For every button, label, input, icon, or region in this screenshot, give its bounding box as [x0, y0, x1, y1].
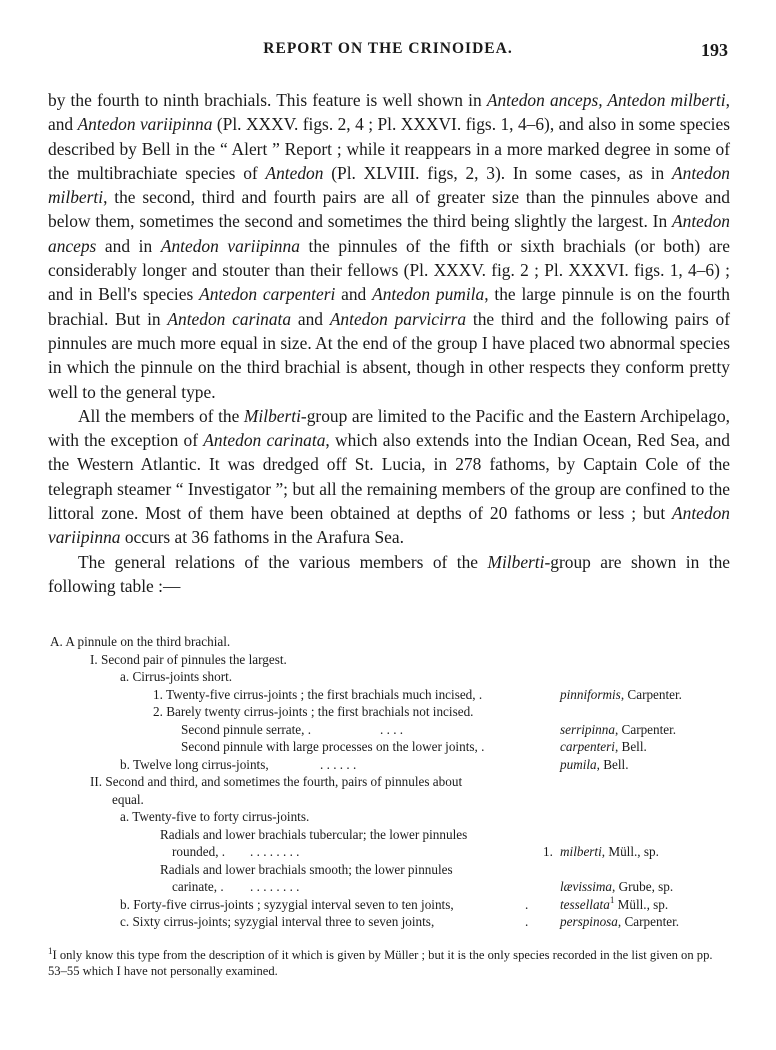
row-text: equal.	[112, 791, 144, 807]
species-name: milberti, Müll., sp.	[560, 844, 659, 859]
row-text: 1. Twenty-five cirrus-joints ; the first brachials much incised, .	[153, 686, 483, 702]
table-row	[50, 913, 730, 931]
row-text: II. Second and third, and sometimes the fourth, pairs of pinnules about	[90, 774, 463, 789]
running-title: REPORT ON THE CRINOIDEA.	[263, 40, 513, 57]
table-row	[50, 843, 730, 861]
row-text: a. Cirrus-joints short.	[120, 669, 233, 684]
italic-term: Milberti	[243, 405, 301, 426]
row-text: carinate, .	[172, 879, 224, 894]
table-row	[50, 878, 730, 896]
row-text: b. Twelve long cirrus-joints,	[120, 756, 269, 772]
row-text: A. A pinnule on the third brachial.	[50, 634, 231, 649]
table-row	[50, 861, 730, 879]
table-row	[50, 738, 730, 756]
species-name: serripinna, Carpenter.	[560, 721, 677, 737]
table-row	[50, 703, 730, 721]
leader-dots: .	[525, 896, 529, 912]
table-row	[50, 651, 730, 669]
italic-term: Antedon carinata	[203, 430, 326, 451]
species-name: pinniformis, Carpenter.	[560, 686, 682, 702]
row-text: c. Sixty cirrus-joints; syzygial interval three to seven joints,	[120, 914, 435, 929]
row-text: Second pinnule serrate, .	[181, 721, 312, 737]
footnote	[48, 947, 730, 979]
row-text: rounded, .	[172, 844, 226, 859]
italic-term: Antedon variipinna	[77, 114, 213, 135]
table-row	[50, 791, 730, 809]
page-number: 193	[701, 40, 728, 60]
table-row	[50, 773, 730, 791]
running-header	[0, 40, 776, 64]
row-text: I. Second pair of pinnules the largest.	[90, 651, 287, 667]
table-row	[50, 896, 730, 914]
italic-term: Antedon pumila	[372, 284, 485, 305]
table-row	[50, 756, 730, 774]
table-row	[50, 721, 730, 739]
paragraph-2: All the members of the Milberti-group are limited to the Pacific and the Eastern Archipelago, with the exception of Antedon carinata, which also extends into the Indian Ocean, Red Sea, and the Western Atlantic. It was dredged off St. Lucia, in 278 fathoms, by Captain Cole of the telegraph steamer “ Investigator ”; but all the remaining members of the group are confined to the littoral zone. Most of them have been obtained at depths of 20 fathoms or less ; but Antedon variipinna occurs at 36 fathoms in the Arafura Sea.	[48, 405, 731, 548]
table-row	[50, 808, 730, 826]
table-row	[50, 668, 730, 686]
footnote-text: I only know this type from the description of it which is given by Müller ; but it is the only species recorded in the list given on pp. 53–55 which I have not personally examined.	[48, 948, 713, 978]
italic-term: Antedon parvicirra	[329, 308, 467, 329]
row-text: Radials and lower brachials tubercular; the lower pinnules	[160, 826, 468, 842]
row-text: a. Twenty-five to forty cirrus-joints.	[120, 809, 310, 824]
italic-term: Antedon anceps, Antedon milberti	[486, 90, 726, 110]
row-text: Radials and lower brachials smooth; the lower pinnules	[160, 861, 453, 877]
leader-dots: . . . .	[380, 721, 404, 737]
leader-dots: . . . . . . . .	[250, 844, 300, 859]
italic-term: Antedon variipinna	[48, 503, 730, 548]
italic-term: Milberti	[487, 551, 545, 572]
species-name: tessellata$^1$ Müll., sp.	[560, 894, 669, 912]
table-row	[50, 633, 730, 651]
classification-table	[50, 633, 730, 931]
italic-term: Antedon	[265, 162, 324, 183]
entry-number: 1.	[543, 844, 553, 859]
italic-term: Antedon carpenteri	[199, 284, 336, 305]
row-text: b. Forty-five cirrus-joints ; syzygial interval seven to ten joints,	[120, 896, 454, 912]
species-name: perspinosa, Carpenter.	[560, 914, 680, 929]
species-name: carpenteri, Bell.	[560, 739, 647, 754]
species-name: pumila, Bell.	[560, 756, 629, 772]
table-row	[50, 686, 730, 704]
leader-dots: . . . . . . . .	[250, 879, 300, 894]
italic-term: Antedon variipinna	[160, 235, 300, 256]
paragraph-3: The general relations of the various members of the Milberti-group are shown in the following table :—	[48, 551, 731, 596]
species-name: lævissima, Grube, sp.	[560, 879, 674, 894]
row-text: Second pinnule with large processes on the lower joints, .	[181, 739, 485, 754]
paragraph-1: by the fourth to ninth brachials. This feature is well shown in Antedon anceps, Antedon milberti, and Antedon variipinna (Pl. XXXV. figs. 2, 4 ; Pl. XXXVI. figs. 1, 4–6), and also in some species described by Bell in the “ Alert ” Report ; while it reappears in a more marked degree in some of the multibrachiate species of Antedon (Pl. XLVIII. figs, 2, 3). In some cases, as in Antedon milberti, the second, third and fourth pairs are all of greater size than the pinnules above and below them, sometimes the second and sometimes the third being slightly the largest. In Antedon anceps and in Antedon variipinna the pinnules of the fifth or sixth brachials (or both) are considerably longer and stouter than their fellows (Pl. XXXV. fig. 2 ; Pl. XXXVI. figs. 1, 4–6) ; and in Bell's species Antedon carpenteri and Antedon pumila, the large pinnule is on the fourth brachial. But in Antedon carinata and Antedon parvicirra the third and the following pairs of pinnules are much more equal in size. At the end of the group I have placed two abnormal species in which the pinnule on the third brachial is absent, though in other respects they conform pretty well to the general type.	[48, 90, 731, 402]
row-text: 2. Barely twenty cirrus-joints ; the first brachials not incised.	[153, 704, 474, 719]
table-row	[50, 826, 730, 844]
italic-term: Antedon milberti	[48, 162, 730, 208]
italic-term: Antedon anceps	[48, 211, 730, 256]
footnote-marker: 1	[48, 946, 53, 956]
italic-term: Antedon carinata	[167, 308, 292, 329]
leader-dots: .	[525, 914, 529, 929]
leader-dots: . . . . . .	[320, 756, 357, 772]
body-text	[48, 88, 730, 598]
